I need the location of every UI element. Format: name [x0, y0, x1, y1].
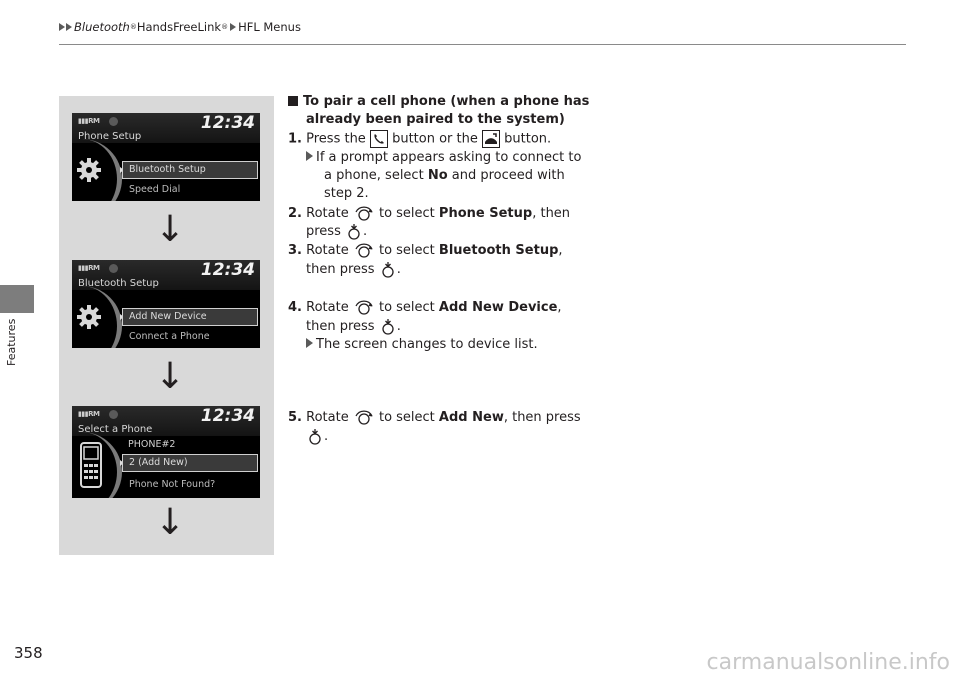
screen-phone-setup	[72, 113, 260, 201]
step-1-note-cont2: step 2.	[324, 186, 369, 201]
breadcrumb: Bluetooth ® HandsFreeLink ® HFL Menus	[59, 20, 301, 34]
header-divider	[59, 44, 906, 45]
heading-square-icon	[288, 96, 298, 106]
step-3-cont: then press .	[306, 262, 401, 277]
bluetooth-icon	[109, 410, 118, 419]
menu-item-bluetooth-setup[interactable]: Bluetooth Setup	[122, 161, 258, 179]
menu-item-add-new[interactable]: 2 (Add New)	[122, 454, 258, 472]
breadcrumb-hfl[interactable]: HandsFreeLink	[136, 20, 222, 34]
down-arrow-icon: ↓	[155, 209, 186, 250]
menu-item-add-new-device[interactable]: Add New Device	[122, 308, 258, 326]
phone-button-icon	[370, 130, 388, 148]
down-arrow-icon: ↓	[155, 502, 186, 543]
interface-dial-press-icon	[345, 224, 363, 240]
cell-phone-icon	[80, 442, 102, 488]
interface-dial-press-icon	[306, 429, 324, 445]
interface-dial-rotate-icon	[353, 206, 375, 222]
note-arrow-icon	[306, 151, 313, 161]
down-arrow-icon: ↓	[155, 356, 186, 397]
step-1-note-cont: a phone, select No and proceed with	[324, 168, 565, 183]
interface-dial-rotate-icon	[353, 410, 375, 426]
interface-dial-press-icon	[379, 262, 397, 278]
step-5: 5. Rotate to select Add New, then press	[288, 410, 581, 425]
step-1-note: If a prompt appears asking to connect to	[306, 149, 581, 167]
step-3: 3. Rotate to select Bluetooth Setup,	[288, 243, 563, 258]
step-2-cont: press .	[306, 224, 368, 239]
menu-item-phone-2[interactable]: PHONE#2	[128, 439, 176, 450]
section-heading: To pair a cell phone (when a phone has	[288, 93, 589, 111]
side-section-label: Features	[5, 318, 18, 366]
step-5-cont: .	[306, 428, 328, 446]
breadcrumb-arrow-icon	[230, 23, 236, 31]
step-4-note: The screen changes to device list.	[306, 336, 538, 354]
section-tab	[0, 285, 34, 313]
watermark: carmanualsonline.info	[706, 650, 950, 675]
screen-title: Phone Setup	[78, 131, 142, 142]
gear-icon	[76, 304, 102, 330]
signal-icon: ▮▮▮RM	[78, 117, 100, 125]
screen-title: Bluetooth Setup	[78, 278, 159, 289]
signal-icon: ▮▮▮RM	[78, 410, 100, 418]
step-4: 4. Rotate to select Add New Device,	[288, 300, 562, 315]
pick-up-button-icon	[482, 130, 500, 148]
note-arrow-icon	[306, 338, 313, 348]
bluetooth-icon	[109, 264, 118, 273]
breadcrumb-arrow-icon	[59, 23, 65, 31]
bluetooth-icon	[109, 117, 118, 126]
breadcrumb-bluetooth[interactable]: Bluetooth	[74, 20, 130, 34]
interface-dial-press-icon	[379, 319, 397, 335]
step-1: 1. Press the button or the button.	[288, 131, 552, 147]
screen-bluetooth-setup	[72, 260, 260, 348]
screen-title: Select a Phone	[78, 424, 153, 435]
clock: 12:34	[200, 406, 255, 426]
page-number: 358	[14, 644, 43, 662]
section-heading-cont: already been paired to the system)	[306, 112, 565, 127]
signal-icon: ▮▮▮RM	[78, 264, 100, 272]
interface-dial-rotate-icon	[353, 300, 375, 316]
step-2: 2. Rotate to select Phone Setup, then	[288, 206, 571, 221]
breadcrumb-hfl-menus[interactable]: HFL Menus	[238, 20, 301, 34]
menu-item-phone-not-found[interactable]: Phone Not Found?	[129, 479, 216, 490]
clock: 12:34	[200, 260, 255, 280]
screen-select-a-phone	[72, 406, 260, 498]
menu-item-connect-a-phone[interactable]: Connect a Phone	[129, 331, 210, 342]
step-4-cont: then press .	[306, 319, 401, 334]
interface-dial-rotate-icon	[353, 243, 375, 259]
gear-icon	[76, 157, 102, 183]
clock: 12:34	[200, 113, 255, 133]
breadcrumb-arrow-icon	[66, 23, 72, 31]
menu-item-speed-dial[interactable]: Speed Dial	[129, 184, 181, 195]
